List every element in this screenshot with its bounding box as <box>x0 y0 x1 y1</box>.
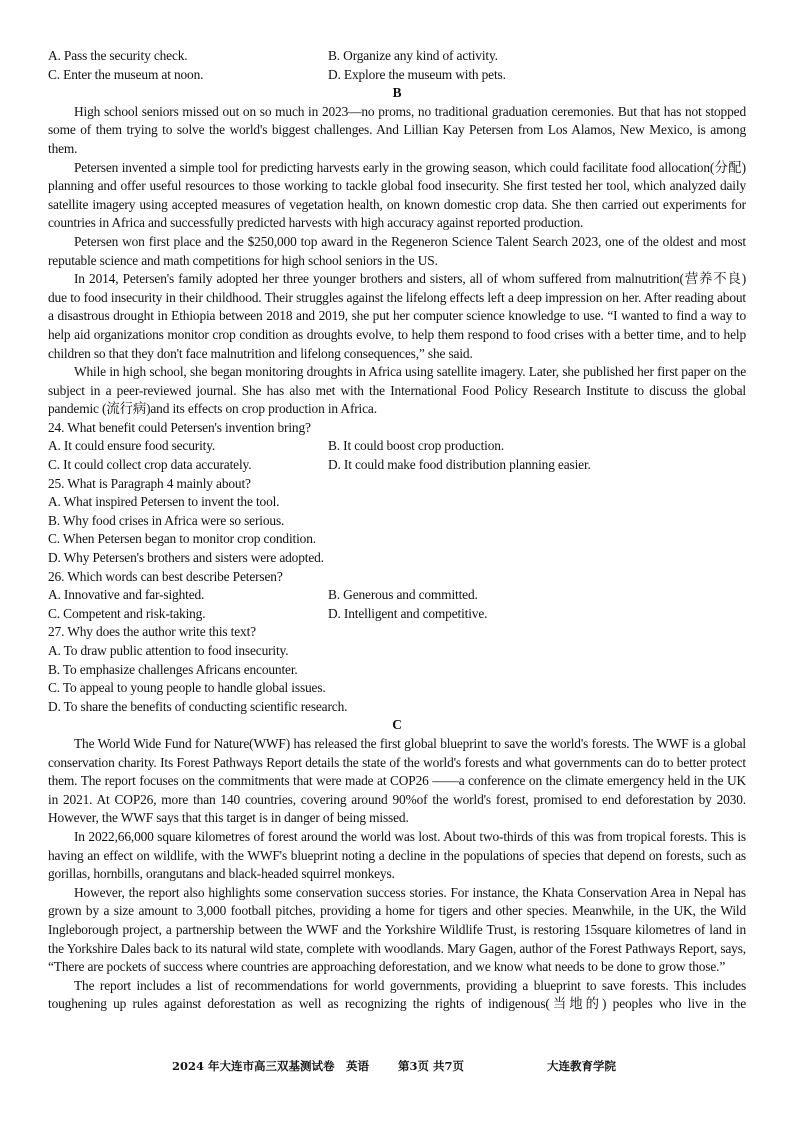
prev-options-row-2 <box>48 66 746 85</box>
option-a: A. What inspired Petersen to invent the tool. <box>48 494 280 510</box>
options-row <box>48 437 746 456</box>
question-24 <box>48 419 746 475</box>
section-b-paragraph-1: High school seniors missed out on so much in 2023—no proms, no traditional graduation ceremonies. But that has not stopped some of them trying to solve the world's biggest challenges. And Lillian Kay Petersen from Los Alamos, New Mexico, is among them. <box>48 103 746 156</box>
section-b-heading: B <box>392 85 402 101</box>
option-c: C. To appeal to young people to handle global issues. <box>48 680 326 696</box>
options-row <box>48 605 746 624</box>
section-b-paragraph-3: Petersen won first place and the $250,000 top award in the Regeneron Science Talent Search 2023, one of the oldest and most reputable science and math competitions for high school seniors in the US. <box>48 233 746 268</box>
option-d: D. Intelligent and competitive. <box>328 605 488 621</box>
exam-page <box>48 47 746 1014</box>
option-d: D. To share the benefits of conducting scientific research. <box>48 698 348 714</box>
option-d: D. Explore the museum with pets. <box>328 66 506 82</box>
subject-label: 英语 <box>346 1059 369 1073</box>
option-b: B. To emphasize challenges Africans encounter. <box>48 661 298 677</box>
section-c-paragraph-2: In 2022,66,000 square kilometres of forest around the world was lost. About two-thirds of this was from tropical forests. This is having an effect on wildlife, with the WWF's blueprint noting a decline in the populations of species that depend on forests, such as gorillas, hornbills, orangutans and black-headed squirrel monkeys. <box>48 828 746 882</box>
option-a: A. Innovative and far-sighted. <box>48 587 205 603</box>
section-c-paragraph-1: The World Wide Fund for Nature(WWF) has released the first global blueprint to save the world's forests. The WWF is a global conservation charity. Its Forest Pathways Report details the state of the world's forests and what governments can do to better protect them. The report focuses on the commitments that were made at COP26 ——a conference on the climate emergency held in the UK in 2021. At COP26, more than 140 countries, covering around 90%of the world's forest, promised to end deforestation by 2030. However, the WWF says that this target is in danger of being missed. <box>48 735 746 826</box>
option-c: C. Competent and risk-taking. <box>48 605 206 621</box>
question-25 <box>48 475 746 568</box>
option-b: B. It could boost crop production. <box>328 438 505 454</box>
section-c-paragraph-3: However, the report also highlights some conservation success stories. For instance, the Khata Conservation Area in Nepal has grown by a size amount to 3,000 football pitches, providing a home for tigers and other species. Meanwhile, in the UK, the Wild Ingleborough project, a partnership between the WWF and the Yorkshire Wildlife Trust, is restoring 15square kilometres of land in the Yorkshire Dales back to its natural wild state, complete with woodlands. Mary Gagen, author of the Forest Pathways Report, says, “There are pockets of success where countries are approaching deforestation, and we know what needs to be done to grow those.” <box>48 884 746 975</box>
section-c-paragraph-4: The report includes a list of recommendations for world governments, providing a blueprint to save forests. This includes toughening up rules against deforestation as well as recognizing the rights of indigenous(当地的) peoples who live in the <box>48 977 746 1012</box>
publisher-name: 大连教育学院 <box>547 1059 616 1073</box>
option-c: C. Enter the museum at noon. <box>48 66 204 82</box>
exam-title: 2024 年大连市高三双基测试卷 <box>172 1059 335 1073</box>
option-a: A. Pass the security check. <box>48 48 188 63</box>
question-stem: 26. Which words can best describe Petersen? <box>48 568 283 584</box>
section-b-paragraph-5: While in high school, she began monitoring droughts in Africa using satellite imagery. Later, she published her first paper on the subject in a peer-reviewed journal. She has also met with the International Food Policy Research Institute to discuss the global pandemic (流行病)and its effects on crop production in Africa. <box>48 364 746 417</box>
option-b: B. Why food crises in Africa were so serious. <box>48 512 285 528</box>
option-b: B. Organize any kind of activity. <box>328 48 498 63</box>
option-d: D. Why Petersen's brothers and sisters were adopted. <box>48 550 324 566</box>
options-row <box>48 456 746 475</box>
section-c-heading: C <box>392 717 402 733</box>
prev-options-row-1 <box>48 47 746 66</box>
question-27 <box>48 623 746 716</box>
question-stem: 24. What benefit could Petersen's invention bring? <box>48 419 311 435</box>
page-number: 第3页 共7页 <box>398 1059 465 1073</box>
question-26 <box>48 568 746 624</box>
section-b-paragraph-4: In 2014, Petersen's family adopted her three younger brothers and sisters, all of whom suffered from malnutrition(营养不良) due to food insecurity in their childhood. Their struggles against the lifelong effects left a deep impression on her. After reading about a disastrous drought in Ethiopia between 2018 and 2019, she put her computer science knowledge to use. “I wanted to find a way to help aid organizations monitor crop condition as droughts evolve, to help them respond to food crises with a better time, and to help children so that they don't face malnutrition and lifelong consequences,” she said. <box>48 271 746 361</box>
option-c: C. It could collect crop data accurately. <box>48 457 252 473</box>
options-row <box>48 586 746 605</box>
option-d: D. It could make food distribution planning easier. <box>328 457 591 473</box>
question-stem: 27. Why does the author write this text? <box>48 624 256 640</box>
option-c: C. When Petersen began to monitor crop condition. <box>48 531 316 547</box>
option-b: B. Generous and committed. <box>328 587 478 603</box>
section-b-paragraph-2: Petersen invented a simple tool for predicting harvests early in the growing season, which could facilitate food allocation(分配) planning and offer useful resources to those working to tackle global food insecurity. She first tested her tool, which analyzed daily satellite imagery using accepted measures of vegetation health, on known domestic crop data. She then carried out experiments for countries in Africa and successfully predicted harvests with high accuracy against reported production. <box>48 159 746 231</box>
option-a: A. To draw public attention to food insecurity. <box>48 643 289 658</box>
option-a: A. It could ensure food security. <box>48 438 216 454</box>
question-stem: 25. What is Paragraph 4 mainly about? <box>48 475 251 491</box>
